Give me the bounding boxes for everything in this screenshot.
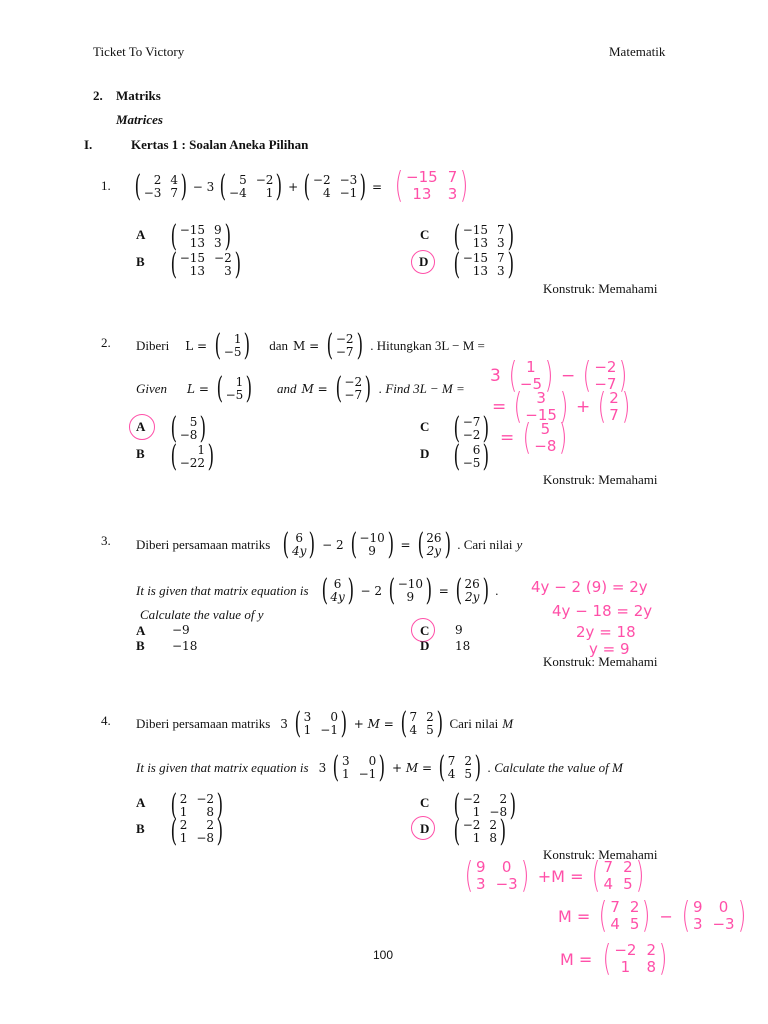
q1-equals: =	[372, 180, 383, 194]
q3-option-c-letter[interactable]: C	[420, 623, 430, 638]
q3-option-b-letter[interactable]: B	[136, 638, 145, 653]
q2-work-line-1: 3 ( 1 −5 ) − ( −2 −7 )	[490, 355, 628, 396]
q3-option-a-value[interactable]: −9	[172, 623, 190, 637]
q2-option-d-letter[interactable]: D	[420, 446, 430, 461]
q1-option-a-letter[interactable]: A	[136, 227, 146, 242]
q1-option-c-matrix[interactable]: ( −15 7 13 3 )	[453, 219, 514, 254]
section-number: 2.	[93, 88, 103, 103]
q1-handwritten-answer: ( −15 7 13 3 )	[394, 165, 469, 206]
q1-operator-1: − 3	[192, 180, 215, 194]
q2-option-d-matrix[interactable]: ( 6 −5 )	[453, 439, 490, 474]
q2-work-line-2: = ( 3 −15 ) + ( 2 7 )	[492, 386, 631, 427]
q4-work-line-2: M = ( 7 2 4 5 ) − ( 9 0 3 −3 )	[558, 895, 746, 936]
q3-work-line-2: 4y − 18 = 2y	[552, 602, 653, 620]
section-title: Matriks	[116, 88, 161, 103]
q2-work-line-3: = ( 5 −8 )	[500, 417, 568, 458]
q1-operator-2: +	[288, 180, 299, 194]
q3-option-a-letter[interactable]: A	[136, 623, 146, 638]
q4-construct: Konstruk: Memahami	[543, 847, 658, 862]
q1-option-b-letter[interactable]: B	[136, 254, 145, 269]
q4-option-a-letter[interactable]: A	[136, 795, 146, 810]
q4-option-c-matrix[interactable]: ( −2 2 1 −8 )	[453, 788, 517, 823]
q1-option-b-matrix[interactable]: ( −15 −2 13 3 )	[170, 247, 241, 282]
q3-english-line-2: Calculate the value of y	[140, 607, 264, 622]
q4-option-b-matrix[interactable]: ( 2 2 1 −8 )	[170, 814, 224, 849]
header-right: Matematik	[609, 44, 666, 59]
q1-option-c-letter[interactable]: C	[420, 227, 430, 242]
q3-malay-line: Diberi persamaan matriks ( 6 4y ) − 2 ( −10 9 ) = ( 26 2y ) . Cari nilai y	[136, 527, 523, 562]
q2-option-a-matrix[interactable]: ( 5 −8 )	[170, 411, 207, 446]
q3-work-line-1: 4y − 2 (9) = 2y	[531, 578, 648, 596]
page-number: 100	[373, 948, 394, 962]
q2-malay-line: Diberi L = ( 1 −5 ) dan M = ( −2 −7 ) . Hitungkan 3L − M =	[136, 328, 485, 363]
q2-option-b-matrix[interactable]: ( 1 −22 )	[170, 439, 215, 474]
q3-english-line: It is given that matrix equation is ( 6 4y ) − 2 ( −10 9 ) = ( 26 2y ) .	[136, 573, 499, 608]
q4-work-line-3: M = ( −2 2 1 8 )	[560, 938, 668, 979]
q3-work-line-4: y = 9	[589, 640, 630, 658]
q1-number: 1.	[101, 178, 111, 193]
q3-option-d-value[interactable]: 18	[455, 639, 471, 653]
q1-matrix-1: ( 2 4 −3 7 )	[134, 169, 188, 204]
q1-matrix-3: ( −2 −3 4 −1 )	[303, 169, 367, 204]
q3-number: 3.	[101, 533, 111, 548]
q2-number: 2.	[101, 335, 111, 350]
q4-number: 4.	[101, 713, 111, 728]
q1-option-d-letter[interactable]: D	[419, 254, 429, 269]
section-subtitle: Matrices	[116, 112, 163, 127]
q3-work-line-3: 2y = 18	[576, 623, 636, 641]
q4-option-b-letter[interactable]: B	[136, 821, 145, 836]
q3-option-d-letter[interactable]: D	[420, 638, 430, 653]
part-numeral: I.	[84, 137, 93, 152]
q1-option-d-matrix[interactable]: ( −15 7 13 3 )	[453, 247, 514, 282]
q4-option-a-matrix[interactable]: ( 2 −2 1 8 )	[170, 788, 224, 823]
q2-option-c-letter[interactable]: C	[420, 419, 430, 434]
q3-option-b-value[interactable]: −18	[172, 639, 198, 653]
q3-construct: Konstruk: Memahami	[543, 654, 658, 669]
q2-option-b-letter[interactable]: B	[136, 446, 145, 461]
q2-construct: Konstruk: Memahami	[543, 472, 658, 487]
part-title: Kertas 1 : Soalan Aneka Pilihan	[131, 137, 309, 152]
q4-option-c-letter[interactable]: C	[420, 795, 430, 810]
q2-option-a-letter[interactable]: A	[136, 419, 146, 434]
q1-expression	[132, 169, 383, 204]
q2-english-line: Given L = ( 1 −5 ) and M = ( −2 −7 ) . Find 3L − M =	[136, 371, 465, 406]
q3-option-c-value[interactable]: 9	[455, 623, 463, 637]
q1-construct: Konstruk: Memahami	[543, 281, 658, 296]
header-left: Ticket To Victory	[93, 44, 185, 59]
q2-option-c-matrix[interactable]: ( −7 −2 )	[453, 411, 490, 446]
q1-option-a-matrix[interactable]: ( −15 9 13 3 )	[170, 219, 231, 254]
q4-malay-line: Diberi persamaan matriks 3 ( 3 0 1 −1 ) + M = ( 7 2 4 5 ) Cari nilai M	[136, 706, 514, 741]
q1-matrix-2: ( 5 −2 −4 1 )	[219, 169, 283, 204]
q4-english-line: It is given that matrix equation is 3 ( 3 0 1 −1 ) + M = ( 7 2 4 5 ) . Calculate the value of M	[136, 750, 623, 785]
q4-work-line-1: ( 9 0 3 −3 ) +M = ( 7 2 4 5 )	[464, 855, 644, 896]
q4-option-d-letter[interactable]: D	[420, 821, 430, 836]
q4-option-d-matrix[interactable]: ( −2 2 1 8 )	[453, 814, 507, 849]
